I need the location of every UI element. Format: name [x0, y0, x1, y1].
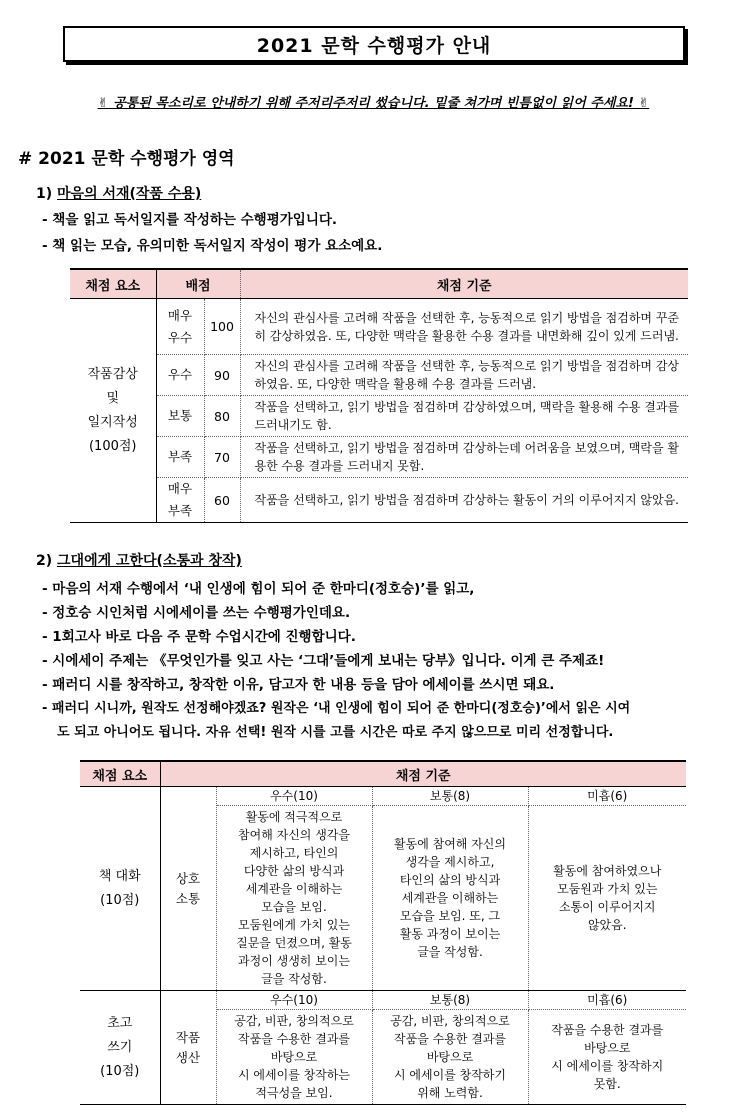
t1-header-criteria: 채점 기준: [240, 269, 688, 299]
section-title: # 2021 문학 수행평가 영역: [18, 149, 235, 169]
t1-score: 100: [204, 299, 240, 355]
part1-bullet-2: - 책 읽는 모습, 유의미한 독서일지 작성이 평가 요소예요.: [42, 238, 383, 254]
t2-desc-normal: 활동에 참여해 자신의 생각을 제시하고, 타인의 삶의 방식과 세계관을 이해하는 모습을 보임. 또, 그 활동 과정이 보이는 글을 작성함.: [372, 806, 528, 991]
t1-score: 80: [204, 396, 240, 437]
t1-score: 70: [204, 437, 240, 478]
part2-bullet-6: - 패러디 시니까, 원작도 선정해야겠죠? 원작은 ‘내 인생에 힘이 되어 준 한마디(정호승)’에서 읽은 시여: [42, 701, 631, 716]
part2-bullet-2: - 정호승 시인처럼 시에세이를 쓰는 수행평가인데요.: [42, 605, 351, 621]
t2-level-poor: 미흡(6): [528, 991, 686, 1010]
t2-header-criteria: 채점 기준: [160, 761, 686, 787]
notice-text: ✌ 공통된 목소리로 안내하기 위해 주저리주저리 썼습니다. 밑줄 쳐가며 빈틈없이 읽어 주세요! ✌: [97, 96, 650, 111]
t2-desc-normal: 공감, 비판, 창의적으로 작품을 수용한 결과를 바탕으로 시 에세이를 창작하기 위해 노력함.: [372, 1010, 528, 1105]
part1-heading-num: 1): [36, 186, 53, 202]
part2-heading-text: 그대에게 고한다(소통과 창작): [57, 553, 242, 569]
part1-heading-text: 마음의 서재(작품 수용): [57, 186, 202, 202]
t2-level-normal: 보통(8): [372, 787, 528, 806]
t2-desc-poor: 작품을 수용한 결과를 바탕으로 시 에세이를 창작하지 못함.: [528, 1010, 686, 1105]
t2-category: 초고 쓰기 (10점): [80, 991, 160, 1105]
t1-header-score: 배점: [156, 269, 240, 299]
t2-area: 상호 소통: [160, 787, 216, 991]
t1-grade: 매우 우수: [156, 299, 204, 355]
t2-desc-poor: 활동에 참여하였으나 모둠원과 가치 있는 소통이 이루어지지 않았음.: [528, 806, 686, 991]
t1-criteria: 작품을 선택하고, 읽기 방법을 점검하며 감상하는 활동이 거의 이루어지지 않았음.: [240, 478, 688, 523]
t1-criteria: 자신의 관심사를 고려해 작품을 선택한 후, 능동적으로 읽기 방법을 점검하며 꾸준히 감상하였음. 또, 다양한 맥락을 활용한 수용 결과를 내면화해 깊이 있게 드러냄.: [240, 299, 688, 355]
part1-rubric-table: [70, 268, 688, 523]
t1-grade: 우수: [156, 355, 204, 396]
t1-criteria: 작품을 선택하고, 읽기 방법을 점검하며 감상하였으며, 맥락을 활용해 수용 결과를 드러내기도 함.: [240, 396, 688, 437]
part2-bullet-4: - 시에세이 주제는 《무엇인가를 잊고 사는 ‘그대’들에게 보내는 당부》입니다. 이게 큰 주제죠!: [42, 653, 605, 669]
t1-score: 60: [204, 478, 240, 523]
t2-level-normal: 보통(8): [372, 991, 528, 1010]
t2-header-element: 채점 요소: [80, 761, 160, 787]
t2-level-excellent: 우수(10): [216, 787, 372, 806]
t2-desc-excellent: 활동에 적극적으로 참여해 자신의 생각을 제시하고, 타인의 다양한 삶의 방식과 세계관을 이해하는 모습을 보임. 모둠원에게 가치 있는 질문을 던졌으며, 활동 과정이 생생히 보이는 글을 작성함.: [216, 806, 372, 991]
t2-level-poor: 미흡(6): [528, 787, 686, 806]
t1-category: 작품감상 및 일지작성 (100점): [70, 299, 156, 523]
part2-bullet-5: - 패러디 시를 창작하고, 창작한 이유, 담고자 한 내용 등을 담아 에세이를 쓰시면 돼요.: [42, 677, 555, 693]
page-title: 2021 문학 수행평가 안내: [63, 26, 685, 62]
part2-bullet-6-continued: 도 되고 아니어도 됩니다. 자유 선택! 원작 시를 고를 시간은 따로 주지 않으므로 미리 선정합니다.: [57, 725, 614, 740]
t2-category: 책 대화 (10점): [80, 787, 160, 991]
t1-grade: 매우 부족: [156, 478, 204, 523]
part2-bullet-1: - 마음의 서재 수행에서 ‘내 인생에 힘이 되어 준 한마디(정호승)’를 읽고,: [42, 581, 475, 597]
t2-area: 작품 생산: [160, 991, 216, 1105]
part2-heading-num: 2): [36, 553, 53, 569]
t1-grade: 보통: [156, 396, 204, 437]
part2-rubric-table: [80, 760, 686, 1105]
t2-desc-excellent: 공감, 비판, 창의적으로 작품을 수용한 결과를 바탕으로 시 에세이를 창작하는 적극성을 보임.: [216, 1010, 372, 1105]
t1-criteria: 자신의 관심사를 고려해 작품을 선택한 후, 능동적으로 읽기 방법을 점검하며 감상하였음. 또, 다양한 맥락을 활용해 수용 결과를 드러냄.: [240, 355, 688, 396]
part2-bullet-3: - 1회고사 바로 다음 주 문학 수업시간에 진행합니다.: [42, 629, 356, 645]
part2-heading: [36, 550, 242, 570]
t1-header-element: 채점 요소: [70, 269, 156, 299]
t1-criteria: 작품을 선택하고, 읽기 방법을 점검하며 감상하는데 어려움을 보였으며, 맥락을 활용한 수용 결과를 드러내지 못함.: [240, 437, 688, 478]
part1-bullet-1: - 책을 읽고 독서일지를 작성하는 수행평가입니다.: [42, 212, 338, 228]
part1-heading: [36, 183, 201, 203]
t1-score: 90: [204, 355, 240, 396]
t2-level-excellent: 우수(10): [216, 991, 372, 1010]
t1-grade: 부족: [156, 437, 204, 478]
